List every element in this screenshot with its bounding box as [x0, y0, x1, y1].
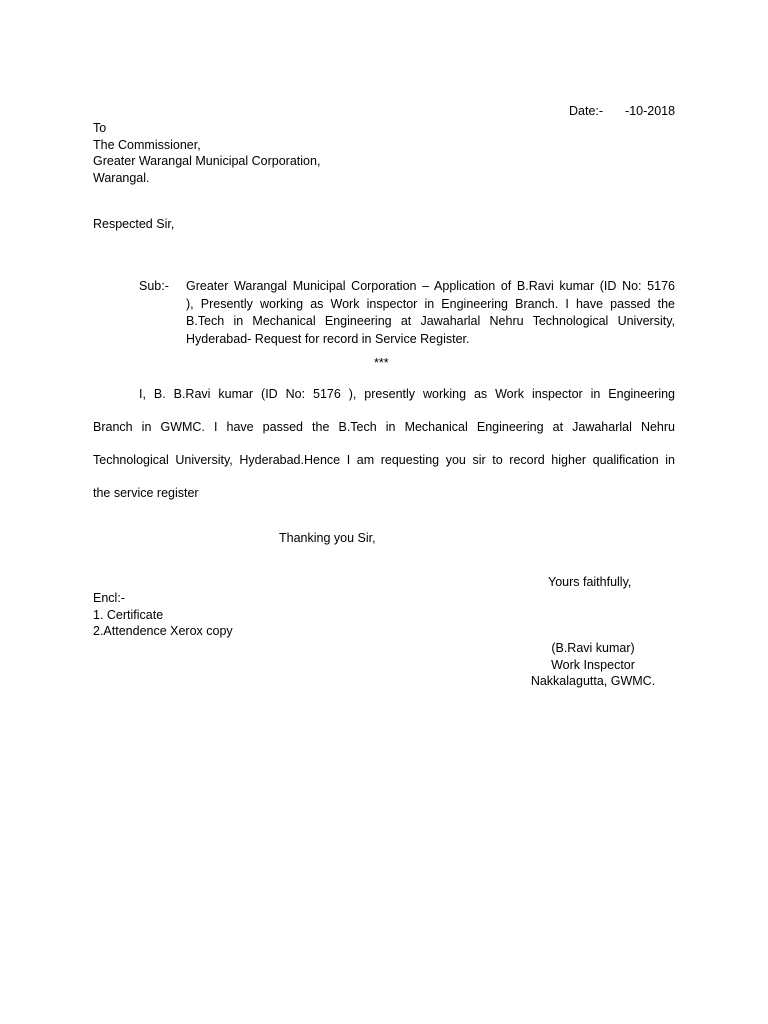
separator: *** [374, 356, 389, 370]
enclosure-item: 1. Certificate [93, 607, 164, 622]
closing-line: Yours faithfully, [548, 575, 632, 589]
body-paragraph [93, 386, 675, 518]
body-line: I, B. B.Ravi kumar (ID No: 5176 ), presently working as Work inspector in Engineering [139, 387, 675, 401]
enclosures [93, 590, 233, 640]
recipient-address [93, 120, 320, 186]
signer-designation: Work Inspector [551, 657, 635, 672]
date-value: -10-2018 [625, 104, 676, 118]
recipient-line: Warangal. [93, 170, 150, 185]
date-line [569, 103, 675, 119]
enclosures-label: Encl:- [93, 591, 125, 605]
enclosure-item: 2.Attendence Xerox copy [93, 624, 233, 638]
subject-line: Greater Warangal Municipal Corporation – Application of B.Ravi kumar (ID No: 5176 [186, 279, 675, 293]
body-line: the service register [93, 486, 199, 500]
subject-line: ), Presently working as Work inspector in Engineering Branch. I have passed the [186, 296, 675, 311]
thanks-line: Thanking you Sir, [279, 531, 376, 545]
recipient-line: To [93, 121, 107, 135]
subject-line: B.Tech in Mechanical Engineering at Jawaharlal Nehru Technological University, [186, 314, 675, 328]
salutation: Respected Sir, [93, 217, 175, 231]
subject-label: Sub:- [139, 279, 169, 293]
body-line: Technological University, Hyderabad.Hence I am requesting you sir to record higher qualification in [93, 453, 675, 467]
signer-location: Nakkalagutta, GWMC. [530, 674, 656, 688]
recipient-line: Greater Warangal Municipal Corporation, [93, 154, 321, 168]
signer-name: (B.Ravi kumar) [551, 641, 635, 655]
signature-block [522, 640, 664, 690]
body-line: Branch in GWMC. I have passed the B.Tech in Mechanical Engineering at Jawaharlal Nehru [93, 420, 675, 434]
subject-line: Hyderabad- Request for record in Service Register. [186, 331, 470, 346]
recipient-line: The Commissioner, [93, 137, 201, 152]
subject-text [186, 278, 675, 348]
date-label: Date:- [569, 104, 604, 118]
